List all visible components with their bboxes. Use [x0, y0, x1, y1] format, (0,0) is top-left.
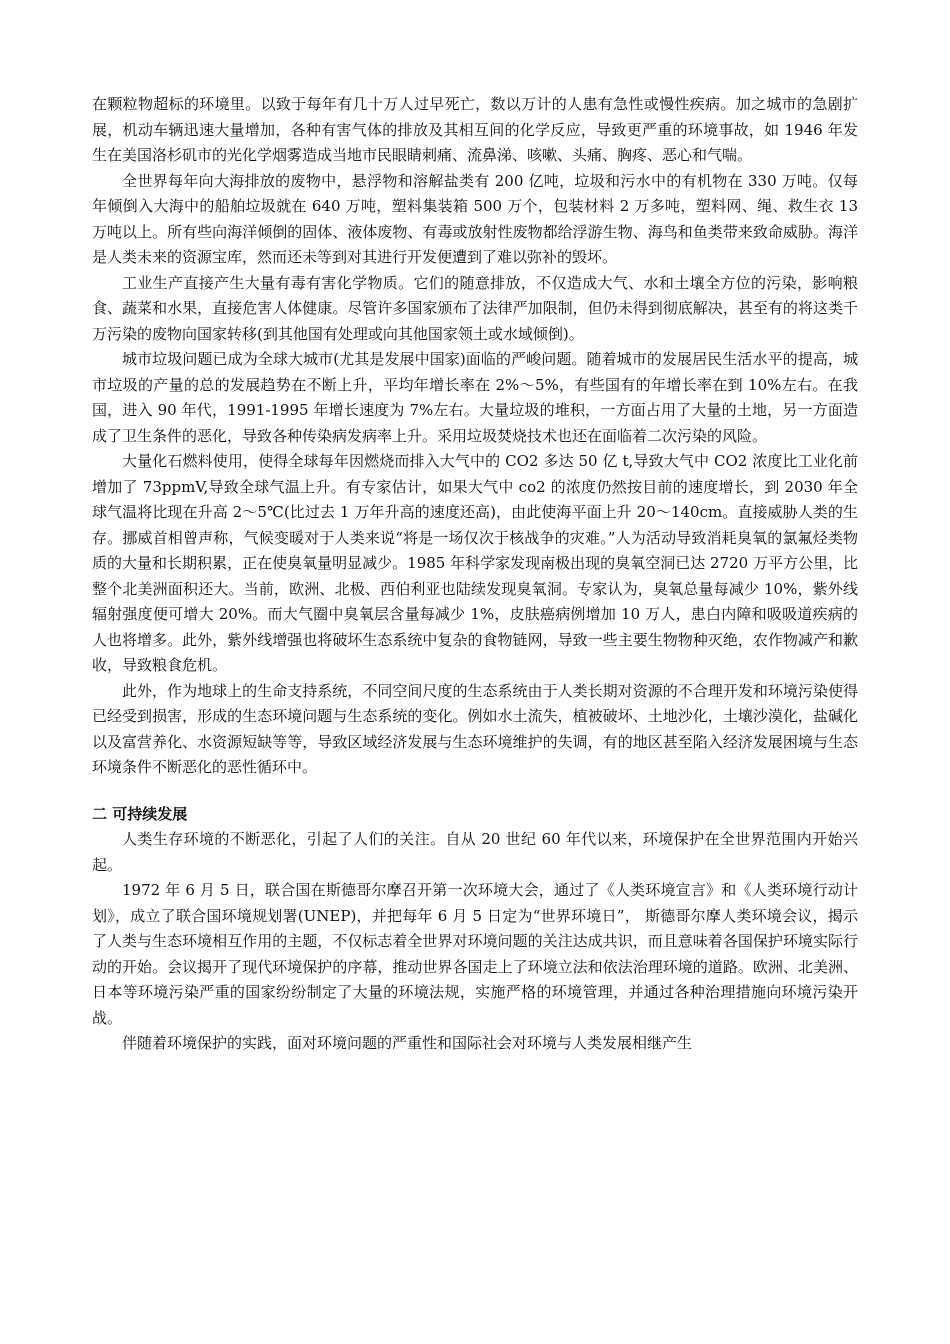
paragraph-air-pollution-continued: 在颗粒物超标的环境里。以致于每年有几十万人过早死亡，数以万计的人患有急性或慢性疾病。加之城市的急剧扩展，机动车辆迅速大量增加，各种有害气体的排放及其相互间的化学反应，导致更严重的环境事故，如 1946 年发生在美国洛杉矶市的光化学烟雾造成当地市民眼睛刺痛、流鼻涕、咳嗽、头痛、胸疼、恶心和气喘。: [92, 95, 858, 164]
paragraph-climate-ozone: 大量化石燃料使用，使得全球每年因燃烧而排入大气中的 CO2 多达 50 亿 t,导致大气中 CO2 浓度比工业化前增加了 73ppmV,导致全球气温上升。有专家估计，如果大气中 co2 的浓度仍然按目前的速度增长，到 2030 年全球气温将比现在升高 2～5℃(比过去 1 万年升高的速度还高)，由此使海平面上升 20～140cm。直接威胁人类的生存。挪威首相曾声称，气候变暖对于人类来说“将是一场仅次于核战争的灾难。”人为活动导致消耗臭氧的氯氟烃类物质的大量和长期积累，正在使臭氧量明显减少。1985 年科学家发现南极出现的臭氧空洞已达 2720 万平方公里，比整个北美洲面积还大。当前，欧洲、北极、西伯利亚也陆续发现臭氧洞。专家认为，臭氧总量每减少 10%，紫外线辐射强度便可增大 20%。而大气圈中臭氧层含量每减少 1%，皮肤癌病例增加 10 万人，患白内障和吸吸道疾病的人也将增多。此外，紫外线增强也将破坏生态系统中复杂的食物链网，导致一些主要生物物种灭绝，农作物减产和歉收，导致粮食危机。: [92, 452, 858, 674]
document-page: [92, 92, 858, 1057]
paragraph-industrial-chemicals: 工业生产直接产生大量有毒有害化学物质。它们的随意排放，不仅造成大气、水和土壤全方位的污染，影响粮食、蔬菜和水果，直接危害人体健康。尽管许多国家颁布了法律严加限制，但仍未得到彻底解决，甚至有的将这类千万污染的废物向国家转移(到其他国有处理或向其他国家领土或水域倾倒)。: [92, 273, 858, 343]
paragraph-stockholm-conference: 1972 年 6 月 5 日，联合国在斯德哥尔摩召开第一次环境大会，通过了《人类环境宣言》和《人类环境行动计划》，成立了联合国环境规划署(UNEP)，并把每年 6 月 5 日定为“世界环境日”， 斯德哥尔摩人类环境会议，揭示了人类与生态环境相互作用的主题，不仅标志着全世界对环境问题的关注达成共识，而且意味着各国保护环境实际行动的开始。会议揭开了现代环境保护的序幕，推动世界各国走上了环境立法和依法治理环境的道路。欧洲、北美洲、日本等环境污染严重的国家纷纷制定了大量的环境法规，实施严格的环境管理，并通过各种治理措施向环境污染开战。: [92, 881, 858, 1027]
paragraph-ecosystem-damage: 此外，作为地球上的生命支持系统，不同空间尺度的生态系统由于人类长期对资源的不合理开发和环境污染使得已经受到损害，形成的生态环境问题与生态系统的变化。例如水土流失，植被破坏、土地沙化，土壤沙漠化，盐碱化以及富营养化、水资源短缺等等，导致区域经济发展与生态环境维护的失调，有的地区甚至陷入经济发展困境与生态环境条件不断恶化的恶性循环中。: [92, 681, 858, 776]
paragraph-environmental-protection-rise: 人类生存环境的不断恶化，引起了人们的关注。自从 20 世纪 60 年代以来，环境保护在全世界范围内开始兴起。: [92, 830, 858, 874]
section-heading-sustainable-development: 二 可持续发展: [92, 804, 188, 823]
paragraph-continuation: 伴随着环境保护的实践，面对环境问题的严重性和国际社会对环境与人类发展相继产生: [122, 1034, 693, 1052]
paragraph-ocean-waste: 全世界每年向大海排放的废物中，悬浮物和溶解盐类有 200 亿吨，垃圾和污水中的有机物在 330 万吨。仅每年倾倒入大海中的船舶垃圾就在 640 万吨，塑料集装箱 500 万个，包装材料 2 万多吨，塑料网、绳、救生衣 13 万吨以上。所有些向海洋倾倒的固体、液体废物、有毒或放射性废物都给浮游生物、海鸟和鱼类带来致命威胁。海洋是人类未来的资源宝库，然而还未等到对其进行开发便遭到了难以弥补的毁坏。: [92, 171, 858, 266]
paragraph-urban-garbage: 城市垃圾问题已成为全球大城市(尤其是发展中国家)面临的严峻问题。随着城市的发展居民生活水平的提高，城市垃圾的产量的总的发展趋势在不断上升，平均年增长率在 2%～5%，有些国有的年增长率在到 10%左右。在我国，进入 90 年代，1991-1995 年增长速度为 7%左右。大量垃圾的堆积，一方面占用了大量的土地，另一方面造成了卫生条件的恶化，导致各种传染病发病率上升。采用垃圾焚烧技术也还在面临着二次污染的风险。: [92, 350, 858, 445]
